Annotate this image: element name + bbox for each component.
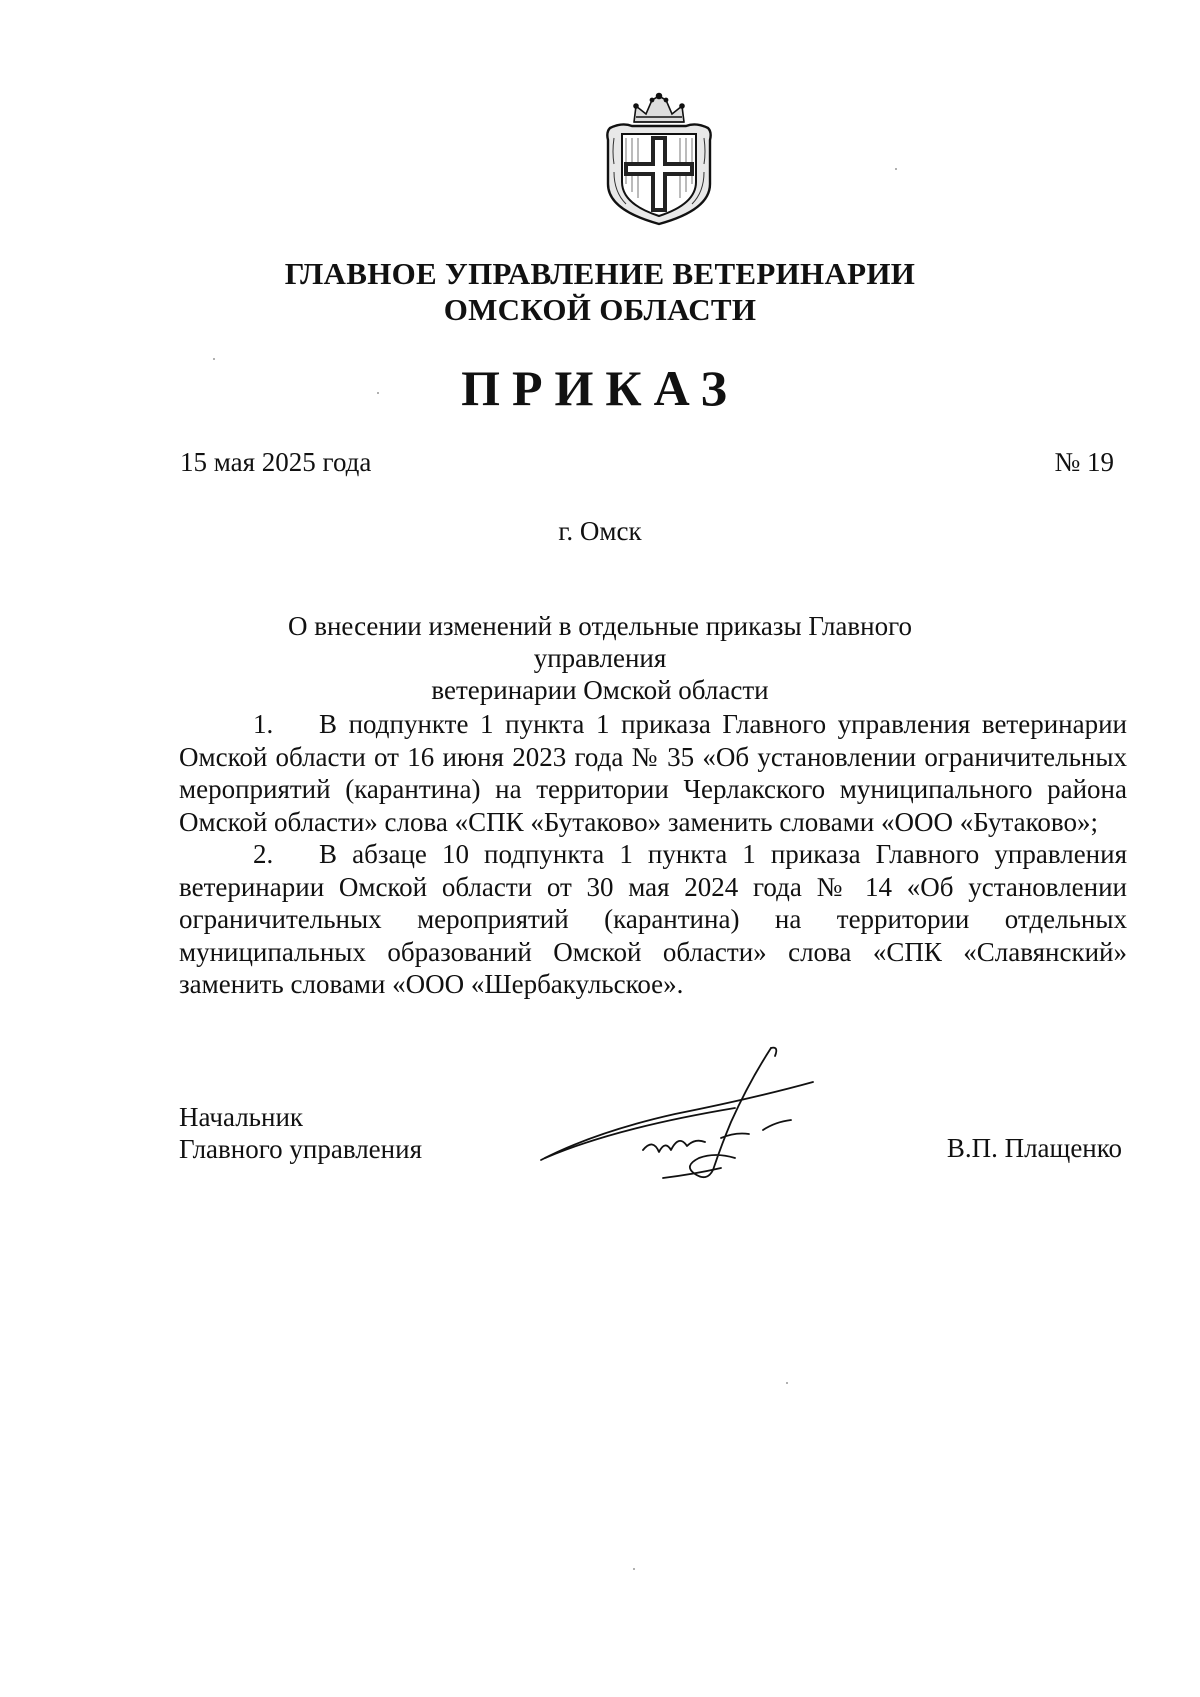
position-line2: Главного управления: [179, 1134, 422, 1164]
list-item: [179, 838, 1127, 1001]
scan-speck: [895, 168, 897, 170]
scan-speck: [377, 392, 379, 394]
signatory-name: В.П. Плащенко: [946, 1133, 1122, 1163]
scan-speck: [786, 1382, 788, 1384]
item-number: 2.: [253, 839, 274, 869]
document-city: г. Омск: [558, 516, 642, 546]
coat-of-arms-icon: [596, 92, 722, 226]
document-body: [179, 708, 1127, 1001]
list-item: [179, 708, 1127, 838]
organization-name-line1: ГЛАВНОЕ УПРАВЛЕНИЕ ВЕТЕРИНАРИИ: [284, 256, 916, 291]
subject-line2: ветеринарии Омской области: [431, 675, 769, 705]
subject-line1: О внесении изменений в отдельные приказы Главного управления: [287, 611, 913, 673]
document-type-title: ПРИКАЗ: [461, 360, 739, 416]
handwritten-signature-icon: [535, 1042, 825, 1192]
item-text: В подпункте 1 пункта 1 приказа Главного управления ветеринарии Омской области от 16 июня 2023 года № 35 «Об установлении ограничительных мероприятий (карантина) на территории Черлакского муниципального района Омской области» слова «СПК «Бутаково» заменить словами «ООО «Бутаково»;: [179, 709, 1127, 837]
document-date: 15 мая 2025 года: [180, 447, 372, 477]
signatory-position: [179, 1101, 422, 1165]
position-line1: Начальник: [179, 1102, 304, 1132]
scan-speck: [633, 1568, 635, 1570]
item-text: В абзаце 10 подпункта 1 пункта 1 приказа Главного управления ветеринарии Омской области от 30 мая 2024 года № 14 «Об установлении ограничительных мероприятий (карантина) на территории отдельных муниципальных образований Омской области» слова «СПК «Славянский» заменить словами «ООО «Шербакульское».: [179, 839, 1127, 999]
document-subject: [230, 610, 970, 706]
item-number: 1.: [253, 709, 274, 739]
document-number: № 19: [1054, 447, 1114, 477]
organization-name-line2: ОМСКОЙ ОБЛАСТИ: [443, 292, 757, 327]
scan-speck: [213, 358, 215, 360]
